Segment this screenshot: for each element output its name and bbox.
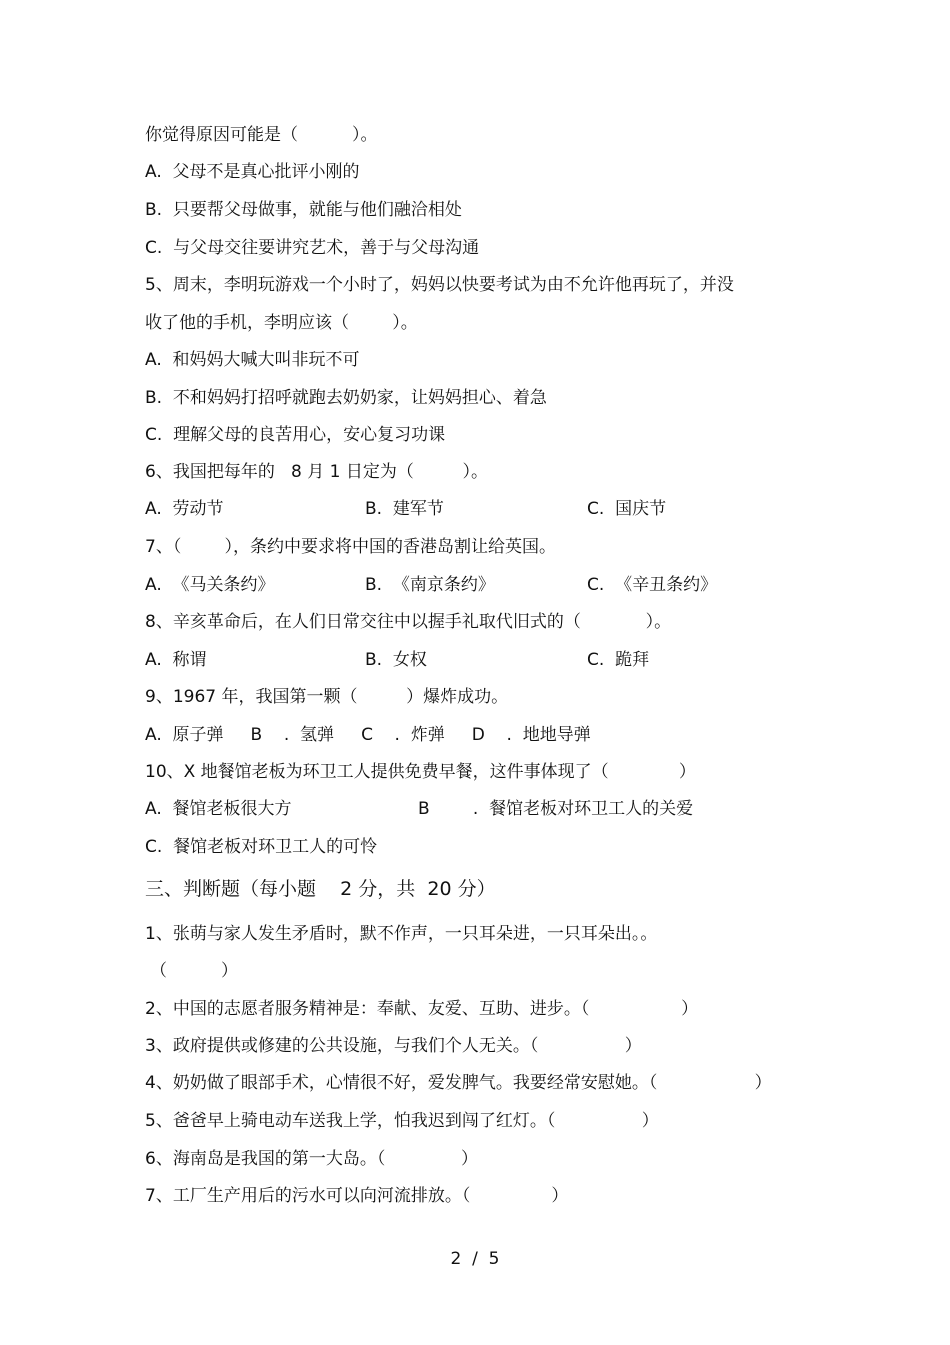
q4-continuation: 你觉得原因可能是（ ）。 [145,125,378,145]
q10-stem: 10、X 地餐馆老板为环卫工人提供免费早餐，这件事体现了（ ） [145,762,696,782]
q8-stem: 8、辛亥革命后，在人们日常交往中以握手礼取代旧式的（ ）。 [145,612,672,632]
q8-option-b: B. 女权 [365,650,427,670]
judgment-item-4: 4、奶奶做了眼部手术，心情很不好，爱发脾气。我要经常安慰她。（ ） [145,1073,772,1093]
q5-option-a: A. 和妈妈大喊大叫非玩不可 [145,350,360,370]
judgment-item-1-blank: （ ） [150,961,239,981]
q8-option-a: A. 称谓 [145,650,207,670]
q8-option-c: C. 跪拜 [587,650,650,670]
judgment-item-1: 1、张萌与家人发生矛盾时，默不作声，一只耳朵进，一只耳朵出。。 [145,924,658,944]
q5-option-c: C. 理解父母的良苦用心，安心复习功课 [145,425,446,445]
q5-stem-line1: 5、周末，李明玩游戏一个小时了，妈妈以快要考试为由不允许他再玩了，并没 [145,275,734,295]
q4-option-c: C. 与父母交往要讲究艺术，善于与父母沟通 [145,238,480,258]
q7-stem: 7、（ ），条约中要求将中国的香港岛割让给英国。 [145,537,557,557]
q6-option-b: B. 建军节 [365,499,444,519]
q7-option-a: A. 《马关条约》 [145,575,275,595]
q5-option-b: B. 不和妈妈打招呼就跑去奶奶家，让妈妈担心、着急 [145,388,547,408]
q7-option-c: C. 《辛丑条约》 [587,575,718,595]
page-number: 2 / 5 [450,1249,500,1269]
q7-option-b: B. 《南京条约》 [365,575,495,595]
q10-option-b: B . 餐馆老板对环卫工人的关爱 [418,799,694,819]
judgment-item-7: 7、工厂生产用后的污水可以向河流排放。（ ） [145,1186,569,1206]
judgment-item-2: 2、中国的志愿者服务精神是：奉献、友爱、互助、进步。（ ） [145,999,699,1019]
q9-stem: 9、1967 年，我国第一颗（ ）爆炸成功。 [145,687,509,707]
q9-options: A. 原子弹 B . 氢弹 C . 炸弹 D . 地地导弹 [145,725,591,745]
q5-stem-line2: 收了他的手机，李明应该（ ）。 [145,313,418,333]
judgment-item-6: 6、海南岛是我国的第一大岛。（ ） [145,1149,478,1169]
q10-option-a: A. 餐馆老板很大方 [145,799,292,819]
q10-option-c: C. 餐馆老板对环卫工人的可怜 [145,837,378,857]
q6-option-a: A. 劳动节 [145,499,224,519]
judgment-item-5: 5、爸爸早上骑电动车送我上学，怕我迟到闯了红灯。（ ） [145,1111,659,1131]
q6-stem: 6、我国把每年的 8 月 1 日定为（ ）。 [145,462,489,482]
q4-option-b: B. 只要帮父母做事，就能与他们融洽相处 [145,200,462,220]
section-3-heading: 三、判断题（每小题 2 分，共 20 分） [145,878,496,900]
q6-option-c: C. 国庆节 [587,499,667,519]
judgment-item-3: 3、政府提供或修建的公共设施，与我们个人无关。（ ） [145,1036,642,1056]
q4-option-a: A. 父母不是真心批评小刚的 [145,162,360,182]
